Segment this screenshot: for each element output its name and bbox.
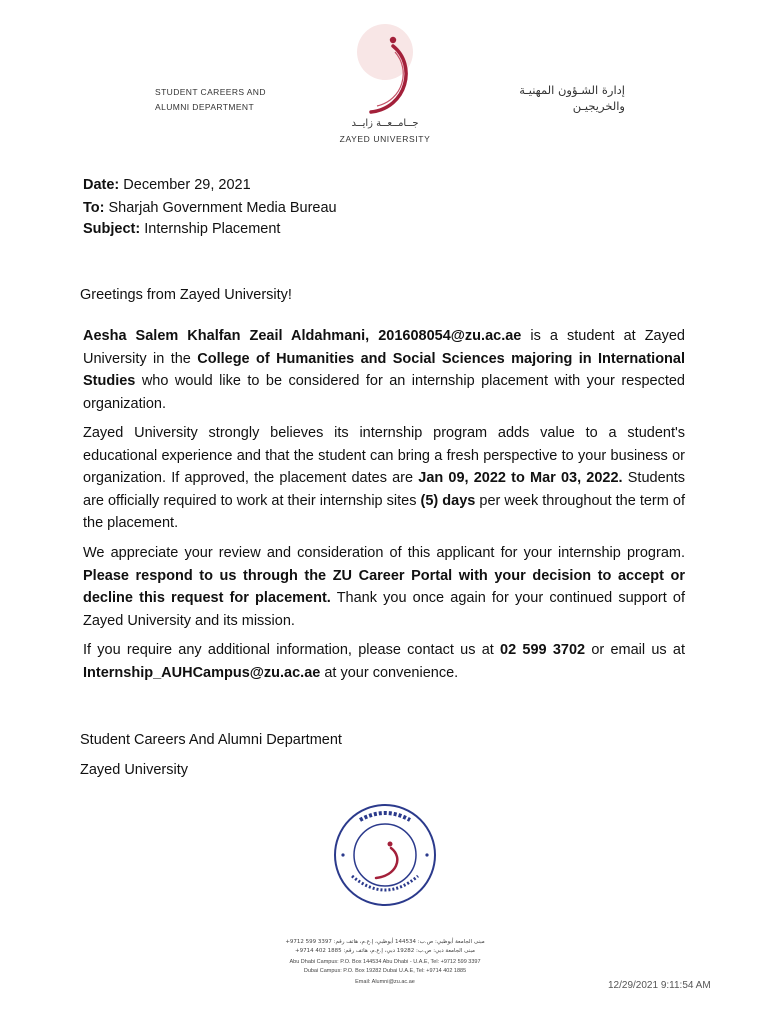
contact-phone: 02 599 3702 — [500, 642, 586, 658]
p2-text1: Zayed University strongly believes its internship program adds value to a student's educational experience and that the student can bring a fresh perspective to your business or organization. If approved, the placement dates are — [83, 425, 685, 486]
paragraph-program — [83, 422, 685, 535]
days-per-week: (5) days — [420, 492, 476, 509]
to-line — [83, 199, 337, 217]
footer-email: Email: Alumni@zu.ac.ae — [355, 979, 415, 985]
department-name-en — [155, 85, 305, 115]
footer-en-line1: Abu Dhabi Campus: P.O. Box 144534 Abu Dhabi - U.A.E, Tel: +9712 599 3397 — [289, 959, 481, 965]
zayed-university-logo-icon — [355, 20, 415, 120]
paragraph-student — [83, 325, 685, 415]
date-line — [83, 176, 251, 194]
department-name-ar — [505, 82, 625, 114]
footer-ar-line1: مبنى الجامعة أبوظبي: ص.ب: 144534 أبوظبي، إ.ع.م، هاتف رقم: 3397 599 9712+ — [285, 939, 485, 945]
date-value: December 29, 2021 — [123, 177, 251, 193]
subject-label: Subject: — [83, 221, 141, 237]
p1-text2: who would like to be considered for an internship placement with your respected organization. — [83, 373, 685, 412]
dept-ar-line2: والخريجيـن — [572, 99, 625, 113]
to-value: Sharjah Government Media Bureau — [108, 200, 337, 216]
p1-text1: is a student at Zayed University in the — [83, 328, 685, 367]
p4-text3: at your convenience. — [320, 664, 459, 681]
footer-ar-line2: مبنى الجامعة دبي: ص.ب: 19282 دبي، إ.ع.م، هاتف رقم: 1885 402 9714+ — [295, 948, 475, 954]
p3-text1: We appreciate your review and consideration of this applicant for your internship program. — [83, 545, 685, 561]
p2-text2: Students are officially required to work at their internship sites — [83, 470, 685, 509]
logo-arabic-name: جــامــعــة زايــد — [351, 118, 419, 129]
footer-en-line2: Dubai Campus: P.O. Box 19282 Dubai U.A.E, Tel: +9714 402 1885 — [303, 968, 467, 974]
greeting: Greetings from Zayed University! — [80, 287, 292, 303]
logo-english-name: ZAYED UNIVERSITY — [339, 134, 431, 144]
date-label: Date: — [83, 177, 120, 193]
subject-line — [83, 220, 280, 238]
p4-text2: or email us at — [585, 642, 685, 658]
closing-university: Zayed University — [80, 762, 188, 778]
student-affairs-seal-icon — [330, 800, 440, 910]
paragraph-request — [83, 542, 685, 632]
dept-en-line2: ALUMNI DEPARTMENT — [155, 102, 255, 112]
contact-email: Internship_AUHCampus@zu.ac.ae — [83, 664, 321, 681]
placement-dates: Jan 09, 2022 to Mar 03, 2022. — [418, 470, 623, 486]
college-major: College of Humanities and Social Sciences majoring in International Studies — [83, 350, 686, 389]
student-name-email: Aesha Salem Khalfan Zeail Aldahmani, 201608054@zu.ac.ae — [83, 328, 522, 344]
closing-department: Student Careers And Alumni Department — [80, 732, 342, 748]
p2-text3: per week throughout the term of the placement. — [83, 492, 685, 531]
print-timestamp: 12/29/2021 9:11:54 AM — [608, 980, 711, 991]
subject-value: Internship Placement — [144, 221, 281, 237]
paragraph-contact — [83, 639, 685, 684]
portal-request: Please respond to us through the ZU Career Portal with your decision to accept or decline this request for placement. — [83, 567, 685, 606]
dept-ar-line1: إدارة الشـؤون المهنيـة — [519, 83, 625, 97]
dept-en-line1: STUDENT CAREERS AND — [155, 87, 266, 97]
to-label: To: — [83, 200, 105, 216]
p4-text1: If you require any additional information, please contact us at — [83, 642, 501, 658]
p3-text2: Thank you once again for your continued support of Zayed University and its mission. — [83, 590, 685, 629]
